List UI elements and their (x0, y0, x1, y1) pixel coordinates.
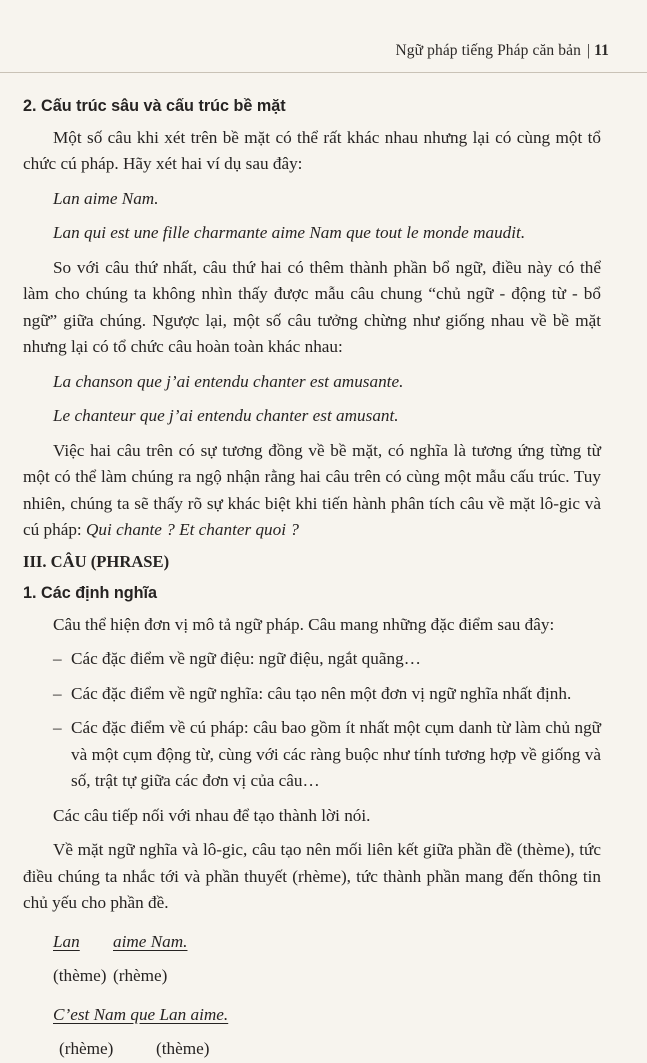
section-III-para-2: Các câu tiếp nối với nhau để tạo thành lời nói. (53, 805, 371, 825)
book-title: Ngữ pháp tiếng Pháp căn bản (395, 42, 581, 59)
bullet-dash: – (53, 683, 62, 703)
example-labels-2 (23, 1036, 601, 1063)
example-word-aime-nam: aime Nam. (113, 931, 188, 951)
list-item (23, 681, 601, 708)
bullet-text: Các đặc điểm về ngữ nghĩa: câu tạo nên một đơn vị ngữ nghĩa nhất định. (71, 683, 572, 703)
label-theme: (thème) (53, 966, 107, 985)
example-labels-1 (23, 963, 601, 990)
section-2-para-2: So với câu thứ nhất, câu thứ hai có thêm thành phần bổ ngữ, điều này có thể làm cho chúng ta không nhìn thấy được mẫu câu chung “chủ ngữ - động từ - bổ ngữ” giữa chúng. Ngược lại, một số câu tưởng chừng như giống nhau về bề mặt nhưng lại có tổ chức câu hoàn toàn khác nhau: (23, 257, 601, 356)
example-word-lan: Lan (53, 931, 80, 951)
section-2-para-3-questions: Qui chante ? Et chanter quoi ? (86, 520, 299, 539)
header-rule (0, 72, 647, 73)
example-cleft-sentence: C’est Nam que Lan aime. (53, 1004, 229, 1024)
section-2-para-3-text: Việc hai câu trên có sự tương đồng về bề mặt, có nghĩa là tương ứng từng từ một có thể làm chúng ra ngộ nhận rằng hai câu trên có cùng một mẫu cấu trúc. Tuy nhiên, chúng ta sẽ thấy rõ sự khác biệt khi tiến hành phân tích câu về mặt lô-gic và cú pháp: (23, 440, 601, 539)
example-sentence-1: Lan aime Nam. (53, 188, 159, 208)
header-separator: | (586, 42, 591, 59)
page-number: 11 (594, 42, 609, 59)
running-header (396, 42, 610, 60)
bullet-text: Các đặc điểm về ngữ điệu: ngữ điệu, ngắt quãng… (71, 649, 421, 668)
example-sentence-2: Lan qui est une fille charmante aime Nam que tout le monde maudit. (53, 223, 526, 242)
example-sentence-3: La chanson que j’ai entendu chanter est amusante. (53, 371, 404, 391)
page-body (23, 93, 601, 1063)
example-theme-rheme-1 (23, 929, 601, 956)
label-theme: (thème) (156, 1039, 210, 1058)
section-2-para-1: Một số câu khi xét trên bề mặt có thể rất khác nhau nhưng lại có cùng một tổ chức cú pháp. Hãy xét hai ví dụ sau đây: (23, 127, 601, 173)
section-2-title: 2. Cấu trúc sâu và cấu trúc bề mặt (23, 97, 286, 115)
label-rheme: (rhème) (59, 1039, 114, 1058)
list-item (23, 646, 601, 673)
bullet-text: Các đặc điểm về cú pháp: câu bao gồm ít nhất một cụm danh từ làm chủ ngữ và một cụm động từ, cùng với các ràng buộc như tính tương hợp về giống và số, trật tự giữa các đơn vị của câu… (71, 718, 601, 790)
section-III-para-3: Về mặt ngữ nghĩa và lô-gic, câu tạo nên mối liên kết giữa phần đề (thème), tức điều chúng ta nhắc tới và phần thuyết (rhème), tức thành phần mang đến thông tin chủ yếu cho phần đề. (23, 840, 601, 912)
subsection-1-title: 1. Các định nghĩa (23, 584, 158, 602)
example-sentence-4: Le chanteur que j’ai entendu chanter est amusant. (53, 406, 399, 425)
section-III-title: III. CÂU (PHRASE) (23, 551, 170, 571)
section-2-para-3 (23, 438, 601, 544)
bullet-dash: – (53, 718, 62, 737)
list-item (23, 715, 601, 795)
label-rheme: (rhème) (113, 966, 168, 985)
example-theme-rheme-2 (23, 1002, 601, 1029)
bullet-dash: – (53, 649, 62, 668)
section-III-para-1: Câu thể hiện đơn vị mô tả ngữ pháp. Câu mang những đặc điểm sau đây: (53, 614, 555, 634)
